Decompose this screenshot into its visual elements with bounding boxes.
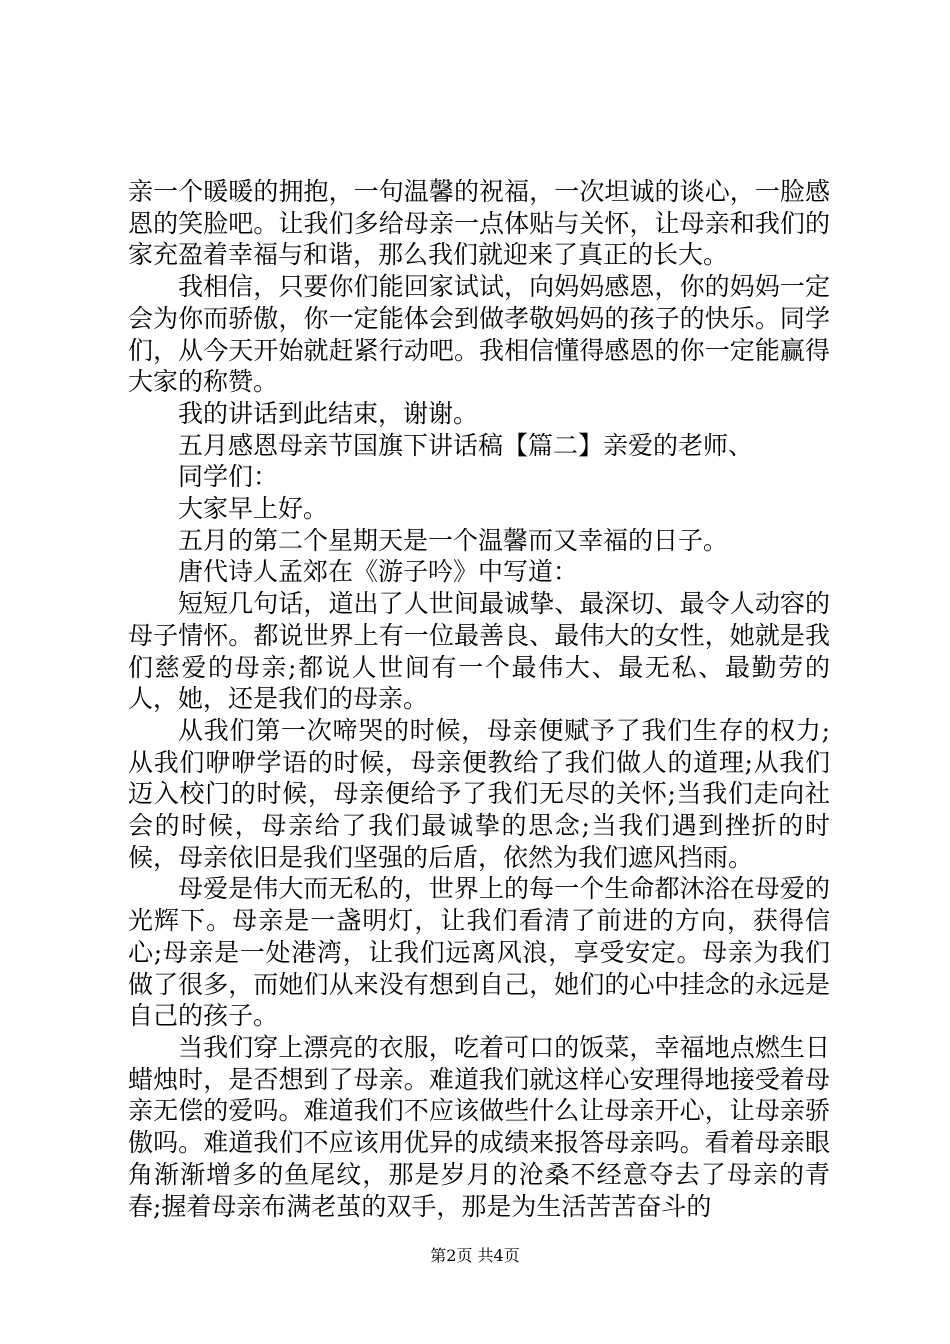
paragraph-2: 我相信，只要你们能回家试试，向妈妈感恩，你的妈妈一定会为你而骄傲，你一定能体会到做孝敬妈妈的孩子的快乐。同学们，从今天开始就赶紧行动吧。我相信懂得感恩的你一定能赢得大家的称赞。 (128, 272, 830, 397)
paragraph-4: 五月感恩母亲节国旗下讲话稿【篇二】亲爱的老师、 (178, 430, 754, 460)
document-body (128, 176, 830, 1222)
paragraph-5: 同学们： (178, 462, 279, 492)
paragraph-9: 短短几句话，道出了人世间最诚挚、最深切、最令人动容的母子情怀。都说世界上有一位最善良、最伟大的女性，她就是我们慈爱的母亲;都说人世间有一个最伟大、最无私、最勤劳的人，她，还是我们的母亲。 (128, 589, 830, 714)
paragraph-12: 当我们穿上漂亮的衣服，吃着可口的饭菜，幸福地点燃生日蜡烛时，是否想到了母亲。难道我们就这样心安理得地接受着母亲无偿的爱吗。难道我们不应该做些什么让母亲开心，让母亲骄傲吗。难道我们不应该用优异的成绩来报答母亲吗。看着母亲眼角渐渐增多的鱼尾纹，那是岁月的沧桑不经意夺去了母亲的青春;握着母亲布满老茧的双手，那是为生活苦苦奋斗的 (128, 1032, 830, 1221)
paragraph-10: 从我们第一次啼哭的时候，母亲便赋予了我们生存的权力;从我们咿咿学语的时候，母亲便教给了我们做人的道理;从我们迈入校门的时候，母亲便给予了我们无尽的关怀;当我们走向社会的时候，母亲给了我们最诚挚的思念;当我们遇到挫折的时候，母亲依旧是我们坚强的后盾，依然为我们遮风挡雨。 (128, 715, 830, 872)
paragraph-11: 母爱是伟大而无私的，世界上的每一个生命都沐浴在母爱的光辉下。母亲是一盏明灯，让我们看清了前进的方向，获得信心;母亲是一处港湾，让我们远离风浪，享受安定。母亲为我们做了很多，而她们从来没有想到自己，她们的心中挂念的永远是自己的孩子。 (128, 874, 830, 1031)
paragraph-1: 亲一个暖暖的拥抱，一句温馨的祝福，一次坦诚的谈心，一脸感恩的笑脸吧。让我们多给母亲一点体贴与关怀，让母亲和我们的家充盈着幸福与和谐，那么我们就迎来了真正的长大。 (128, 177, 830, 270)
paragraph-7: 五月的第二个星期天是一个温馨而又幸福的日子。 (178, 525, 729, 555)
paragraph-3: 我的讲话到此结束，谢谢。 (178, 398, 479, 428)
page-footer: 第2页 共4页 (430, 1246, 520, 1265)
paragraph-8: 唐代诗人孟郊在《游子吟》中写道： (178, 557, 579, 587)
paragraph-6: 大家早上好。 (178, 494, 329, 524)
